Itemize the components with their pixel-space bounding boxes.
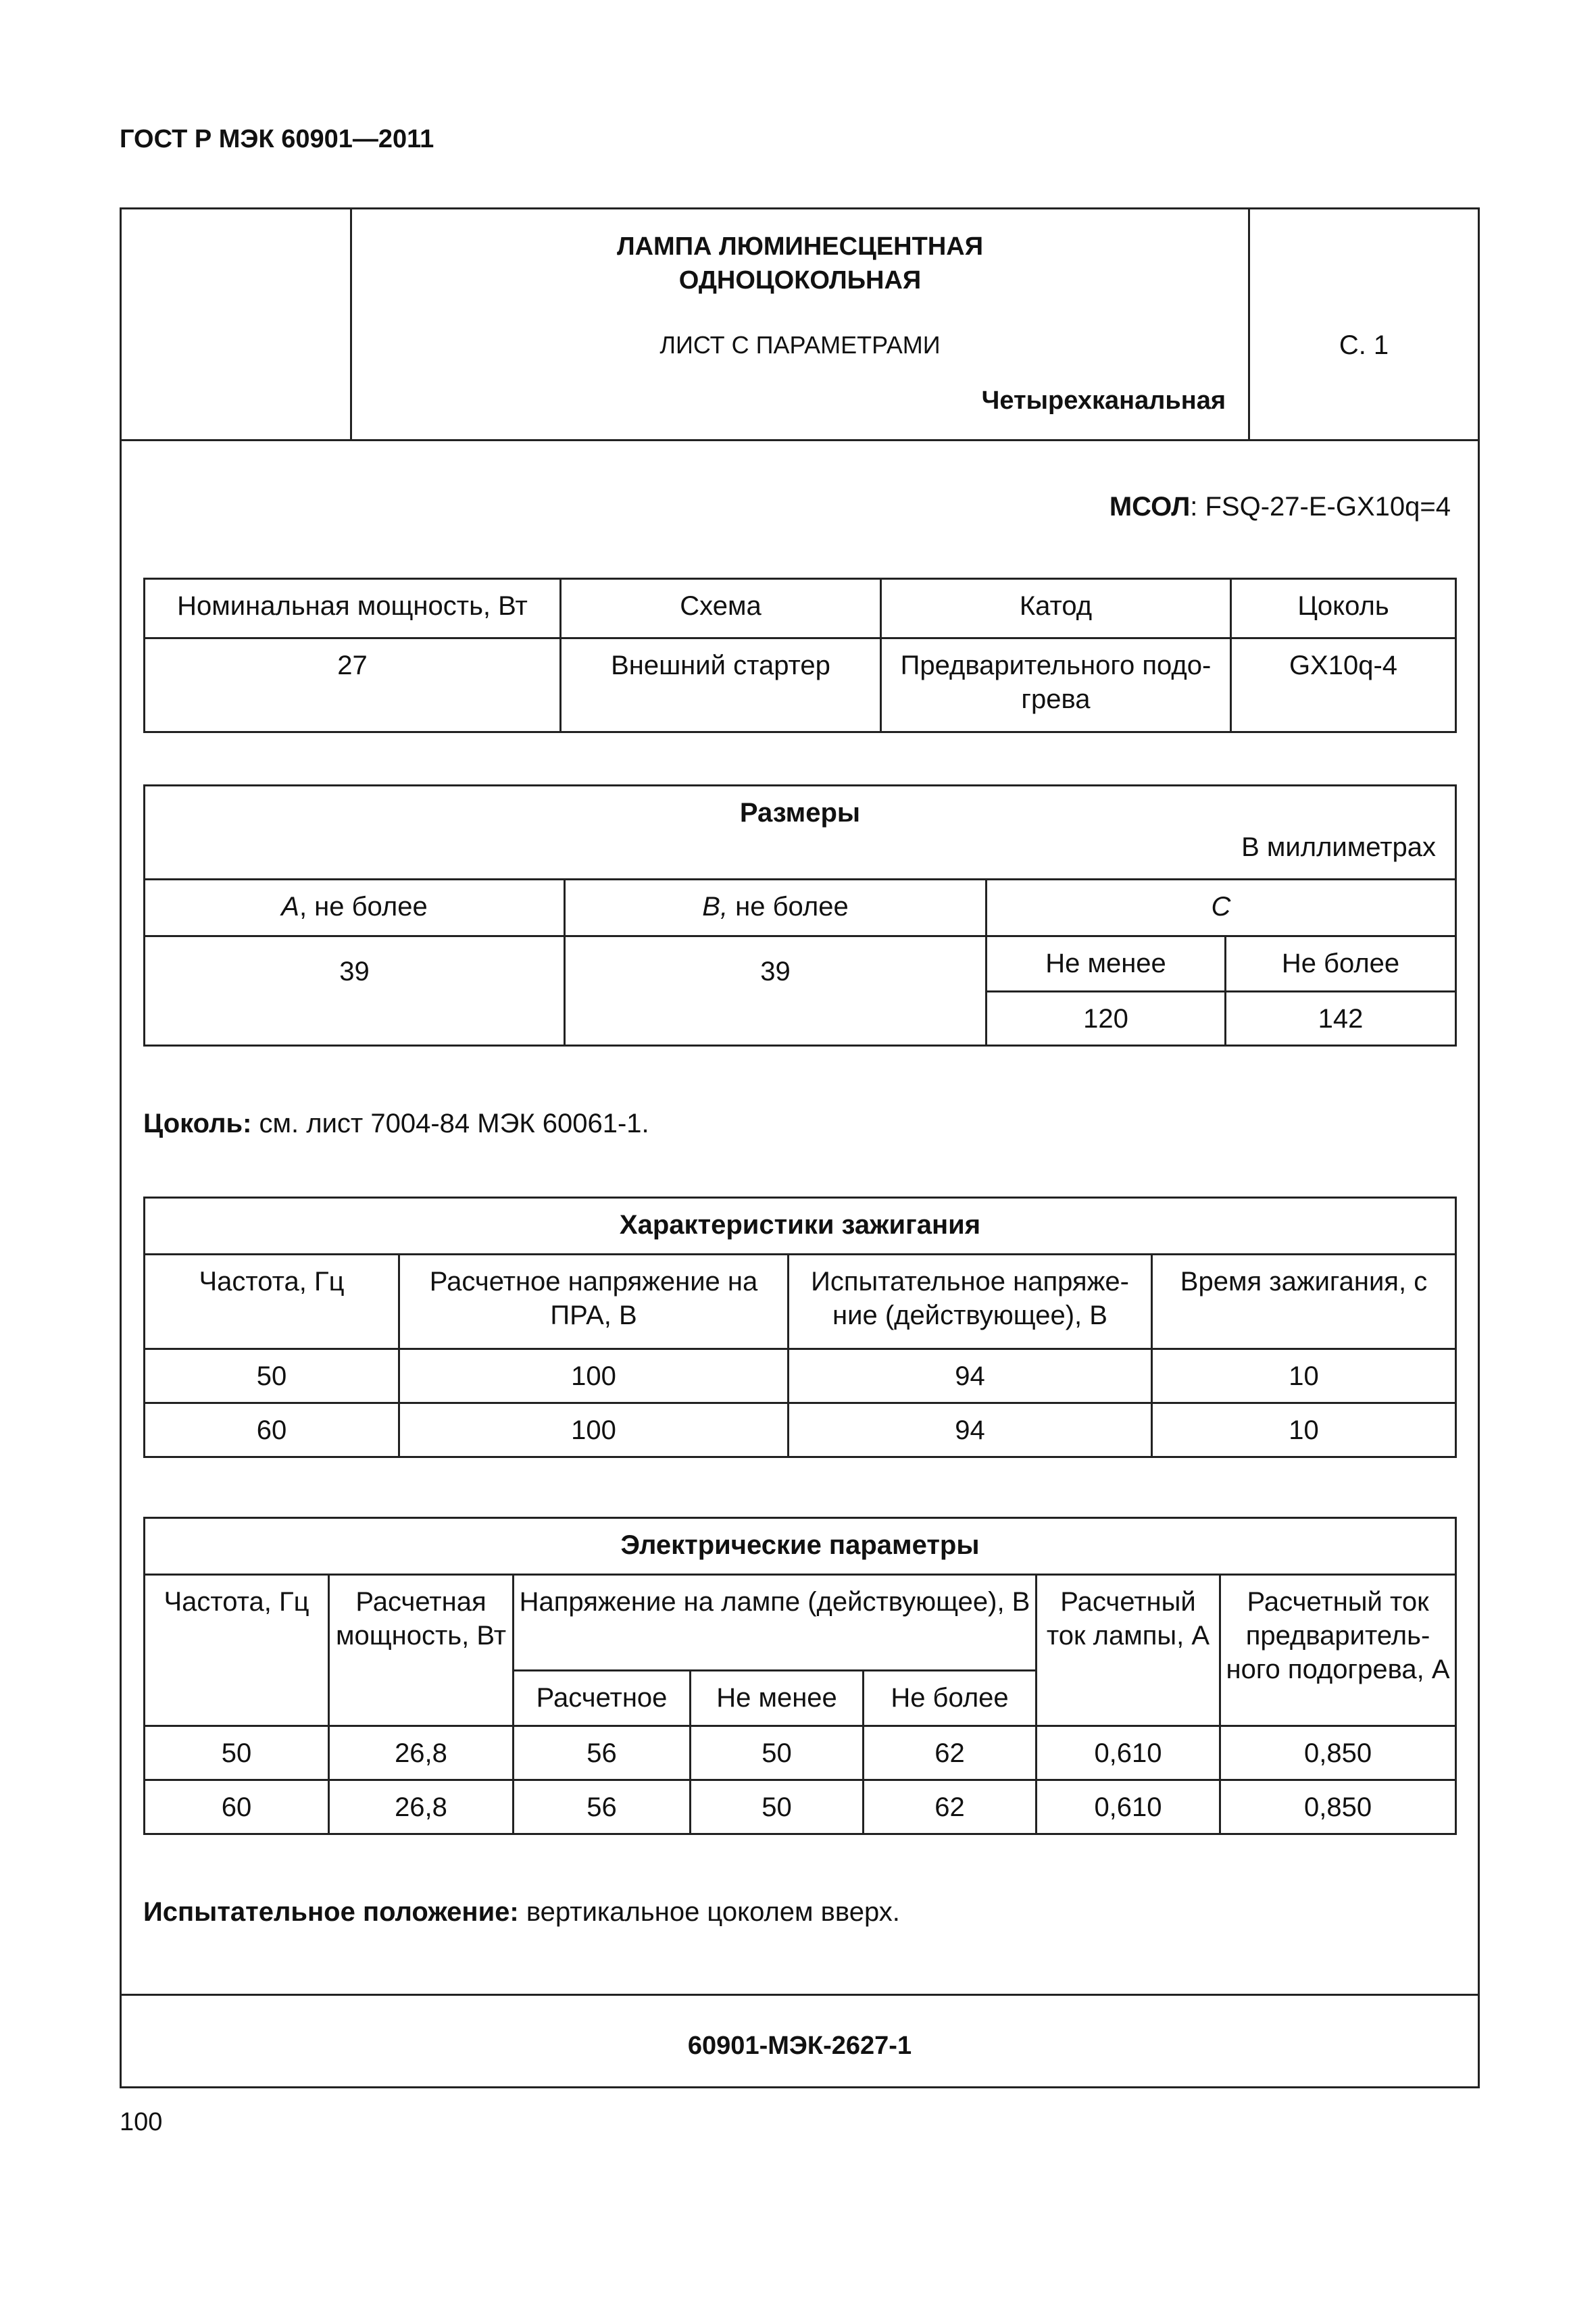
electrical-header-v-rated: Расчетное	[514, 1671, 691, 1726]
dimensions-table	[143, 784, 1457, 1047]
header-c-max: Не более	[1226, 936, 1456, 992]
title-line-2: ОДНОЦОКОЛЬНАЯ	[678, 266, 922, 295]
header-cathode: Катод	[881, 579, 1231, 638]
ignition-table	[143, 1197, 1457, 1458]
ignition-header-ignition-time: Время зажигания, с	[1152, 1255, 1456, 1349]
title-bottom-rule	[122, 439, 1478, 441]
dim-a-qualifier: , не более	[299, 892, 428, 922]
electrical-header-power: Расчетная мощность, Вт	[329, 1575, 514, 1726]
dim-b-qualifier: не более	[728, 892, 849, 922]
value-dim-b: 39	[565, 936, 987, 1046]
ignition-cell: 100	[399, 1349, 789, 1403]
ignition-cell: 60	[145, 1403, 399, 1457]
dim-c-letter: C	[1211, 892, 1231, 922]
electrical-cell: 56	[514, 1726, 691, 1780]
header-c-min: Не менее	[987, 936, 1226, 992]
mcol-value: : FSQ-27-E-GX10q=4	[1190, 492, 1451, 522]
electrical-cell: 62	[864, 1780, 1037, 1834]
base-note-label: Цоколь:	[143, 1109, 252, 1138]
value-scheme: Внешний стартер	[561, 638, 881, 732]
electrical-header-frequency: Частота, Гц	[145, 1575, 329, 1726]
header-base: Цоколь	[1231, 579, 1456, 638]
ignition-cell: 10	[1152, 1403, 1456, 1457]
sheet-number: С. 1	[1339, 330, 1389, 360]
value-c-min: 120	[987, 992, 1226, 1046]
footer-code: 60901-МЭК-2627-1	[687, 2032, 912, 2060]
lamp-type: Четырехканальная	[981, 386, 1226, 415]
ignition-cell: 100	[399, 1403, 789, 1457]
ignition-header-frequency: Частота, Гц	[145, 1255, 399, 1349]
electrical-cell: 60	[145, 1780, 329, 1834]
electrical-cell: 26,8	[329, 1726, 514, 1780]
ignition-header-test-voltage: Испытательное напряже-ние (действующее), В	[789, 1255, 1152, 1349]
ignition-cell: 94	[789, 1403, 1152, 1457]
header-dim-c	[987, 880, 1456, 936]
dimensions-units: В миллиметрах	[1241, 832, 1436, 862]
dim-b-letter: B,	[702, 892, 728, 922]
electrical-cell: 56	[514, 1780, 691, 1834]
general-table	[143, 578, 1457, 733]
title-divider-right	[1248, 209, 1250, 439]
mcol-designation	[1109, 490, 1451, 524]
title-line-1: ЛАМПА ЛЮМИНЕСЦЕНТНАЯ	[616, 232, 984, 261]
electrical-title: Электрические параметры	[145, 1518, 1456, 1575]
electrical-cell: 50	[691, 1726, 864, 1780]
value-cathode: Предварительного подо-грева	[881, 638, 1231, 732]
ignition-cell: 50	[145, 1349, 399, 1403]
ignition-header-ballast-voltage: Расчетное напряжение на ПРА, В	[399, 1255, 789, 1349]
value-base: GX10q-4	[1231, 638, 1456, 732]
electrical-header-preheat: Расчетный ток предваритель-ного подогрева, А	[1220, 1575, 1456, 1726]
value-dim-a: 39	[145, 936, 565, 1046]
electrical-header-v-min: Не менее	[691, 1671, 864, 1726]
header-power: Номинальная мощность, Вт	[145, 579, 561, 638]
test-position-label: Испытательное положение:	[143, 1897, 519, 1927]
mcol-label: МСОЛ	[1109, 492, 1191, 522]
electrical-header-current: Расчетный ток лампы, А	[1037, 1575, 1220, 1726]
title-subtitle: ЛИСТ С ПАРАМЕТРАМИ	[659, 331, 941, 359]
dimensions-title-cell	[145, 786, 1456, 880]
document-header-title: ГОСТ Р МЭК 60901—2011	[120, 125, 434, 153]
electrical-header-v-max: Не более	[864, 1671, 1037, 1726]
electrical-cell: 0,850	[1220, 1726, 1456, 1780]
test-position-note	[143, 1895, 900, 1929]
test-position-text: вертикальное цоколем вверх.	[518, 1897, 900, 1927]
electrical-table	[143, 1517, 1457, 1835]
electrical-cell: 0,610	[1037, 1726, 1220, 1780]
base-note	[143, 1107, 649, 1140]
ignition-cell: 10	[1152, 1349, 1456, 1403]
value-power: 27	[145, 638, 561, 732]
electrical-cell: 0,610	[1037, 1780, 1220, 1834]
value-c-max: 142	[1226, 992, 1456, 1046]
page-number: 100	[120, 2108, 163, 2136]
base-note-text: см. лист 7004-84 МЭК 60061-1.	[251, 1109, 649, 1138]
footer-top-rule	[122, 1994, 1478, 1996]
header-scheme: Схема	[561, 579, 881, 638]
ignition-title: Характеристики зажигания	[145, 1198, 1456, 1255]
dimensions-title: Размеры	[739, 798, 861, 828]
dim-a-letter: A	[281, 892, 299, 922]
ignition-cell: 94	[789, 1349, 1152, 1403]
electrical-cell: 50	[145, 1726, 329, 1780]
electrical-cell: 50	[691, 1780, 864, 1834]
electrical-cell: 62	[864, 1726, 1037, 1780]
header-dim-a	[145, 880, 565, 936]
electrical-header-voltage: Напряжение на лампе (действующее), В	[514, 1575, 1037, 1671]
electrical-cell: 0,850	[1220, 1780, 1456, 1834]
header-dim-b	[565, 880, 987, 936]
electrical-cell: 26,8	[329, 1780, 514, 1834]
